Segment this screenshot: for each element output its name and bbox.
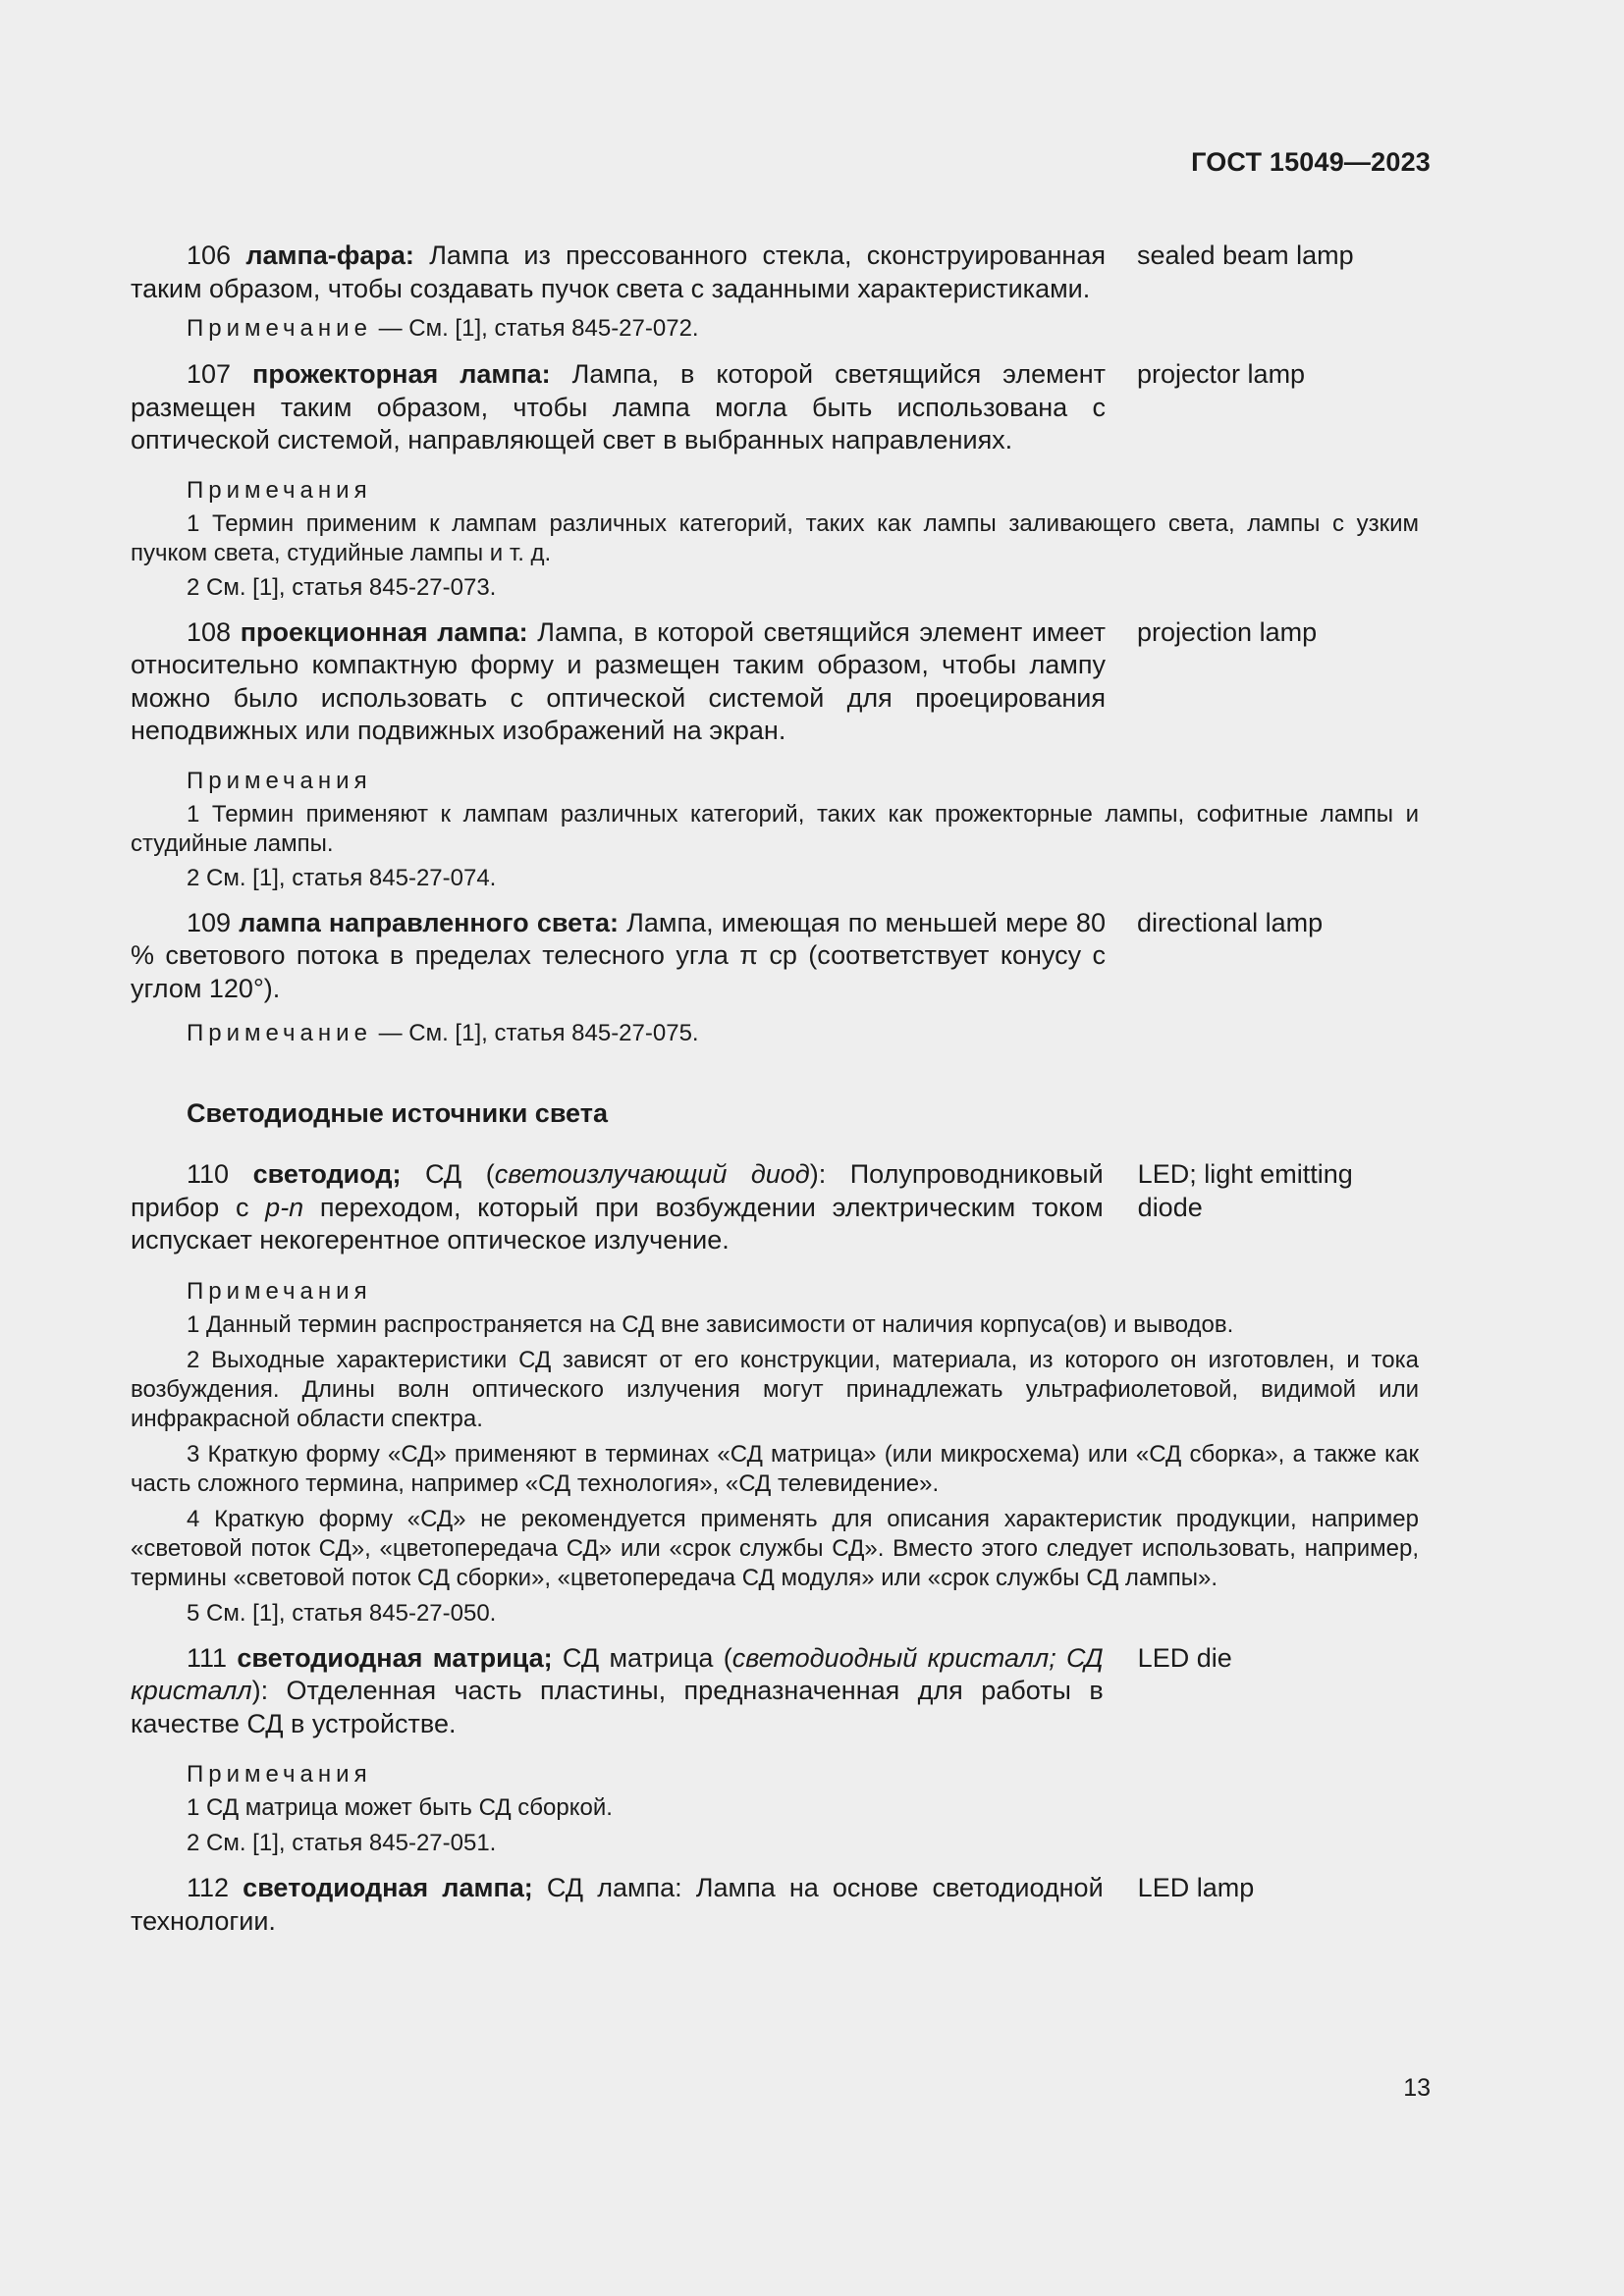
term-entry-110 (131, 1158, 1419, 1257)
note-text: — См. [1], статья 845-27-075. (371, 1020, 699, 1046)
term-definition (131, 907, 1106, 1006)
term-definition (131, 616, 1106, 748)
term-english: projection lamp (1137, 616, 1318, 647)
term-english: sealed beam lamp (1137, 240, 1354, 270)
note-label: Примечание (187, 315, 372, 342)
term-entry-106 (131, 240, 1419, 305)
note-item: 1 Термин применяют к лампам различных категорий, таких как прожекторные лампы, софитные лампы и студийные лампы. (131, 800, 1419, 857)
term-name: прожекторная лампа: (252, 359, 551, 389)
term-number: 111 (187, 1642, 228, 1673)
note (187, 1019, 1419, 1048)
term-name: лампа-фара: (245, 240, 414, 270)
note-label: Примечание (187, 1020, 372, 1046)
term-def: Лампа, в которой светящийся элемент имеет относительно компактную форму и размещен таким образом, чтобы лампу можно было использовать с оптической системой для проецирования неподвижных или подвижных изображений на экран. (131, 616, 1106, 745)
term-name: светодиодная лампа; (243, 1873, 533, 1902)
note-item: 4 Краткую форму «СД» не рекомендуется применять для описания характеристик продукции, например «световой поток СД», «цветопередача СД» или «срок службы СД». Вместо этого следует использовать, например, термины «световой поток СД сборки», «цветопередача СД модуля» или «срок службы СД лампы». (131, 1505, 1419, 1591)
term-def: ): Полупроводниковый прибор с (131, 1159, 1104, 1222)
page-content (131, 240, 1419, 1938)
term-number: 109 (187, 907, 232, 937)
section-title: Светодиодные источники света (187, 1098, 608, 1128)
term-name: проекционная лампа: (240, 616, 528, 647)
term-english: directional lamp (1137, 907, 1324, 937)
term-pn: p-n (265, 1192, 304, 1222)
term-entry-108 (131, 616, 1419, 748)
term-number: 106 (187, 240, 232, 270)
term-definition (131, 1872, 1104, 1938)
note-item: 2 См. [1], статья 845-27-074. (187, 864, 497, 891)
term-english: LED die (1137, 1642, 1232, 1673)
page-number: 13 (1403, 2074, 1431, 2102)
document-header: ГОСТ 15049—2023 (1191, 147, 1431, 177)
term-number: 112 (187, 1873, 230, 1902)
term-name: светодиодная матрица; (237, 1642, 553, 1673)
term-number: 110 (187, 1159, 230, 1189)
term-number: 107 (187, 359, 232, 389)
term-english: LED; light emitting diode (1137, 1159, 1353, 1222)
notes-label: Примечания (187, 1277, 372, 1305)
term-def: Лампа из прессованного стекла, сконструированная таким образом, чтобы создавать пучок света с заданными характеристиками. (131, 240, 1106, 303)
term-def: переходом, который при возбуждении электрическим током испускает некогерентное оптическое излучение. (131, 1192, 1104, 1255)
term-number: 108 (187, 616, 232, 647)
term-definition (131, 1158, 1104, 1257)
term-abbr: СД матрица ( (552, 1642, 732, 1673)
term-entry-109 (131, 907, 1419, 1006)
note-item: 1 Термин применим к лампам различных категорий, таких как лампы заливающего света, лампы с узким пучком света, студийные лампы и т. д. (131, 509, 1419, 566)
notes-label: Примечания (187, 1761, 372, 1788)
term-abbr: СД ( (401, 1159, 495, 1189)
term-def: СД лампа: Лампа на основе светодиодной технологии. (131, 1873, 1104, 1936)
note-item: 2 См. [1], статья 845-27-073. (187, 573, 497, 601)
term-entry-107 (131, 358, 1419, 457)
term-def: Лампа, в которой светящийся элемент размещен таким образом, чтобы лампа могла быть использована с оптической системой, направляющей свет в выбранных направлениях. (131, 359, 1106, 454)
note-item: 3 Краткую форму «СД» применяют в терминах «СД матрица» (или микросхема) или «СД сборка», а также как часть сложного термина, например «СД технология», «СД телевидение». (131, 1440, 1419, 1497)
note-item: 2 См. [1], статья 845-27-051. (187, 1830, 497, 1856)
term-name: светодиод; (252, 1159, 402, 1189)
notes-label: Примечания (187, 767, 372, 794)
term-synonym: светоизлучающий диод (494, 1159, 810, 1189)
note-item: 1 Данный термин распространяется на СД вне зависимости от наличия корпуса(ов) и выводов. (187, 1310, 1234, 1338)
term-definition (131, 240, 1106, 305)
term-name: лампа направленного света: (239, 907, 619, 937)
term-entry-111 (131, 1642, 1419, 1741)
term-english: projector lamp (1137, 359, 1306, 389)
note-item: 5 См. [1], статья 845-27-050. (187, 1599, 497, 1627)
term-def: Лампа, имеющая по меньшей мере 80 % светового потока в пределах телесного угла π ср (соответствует конусу с углом 120°). (131, 907, 1106, 1003)
term-def: ): Отделенная часть пластины, предназначенная для работы в качестве СД в устройстве. (131, 1676, 1104, 1738)
term-synonym: светодиодный кристалл; СД кристалл (131, 1642, 1104, 1705)
term-definition (131, 358, 1106, 457)
note-item: 1 СД матрица может быть СД сборкой. (187, 1794, 613, 1821)
term-entry-112 (131, 1872, 1419, 1938)
note-item: 2 Выходные характеристики СД зависят от его конструкции, материала, из которого он изготовлен, и тока возбуждения. Длины волн оптического излучения могут принадлежать ультрафиолетовой, видимой или инфракрасной области спектра. (131, 1346, 1419, 1432)
notes-label: Примечания (187, 476, 372, 504)
term-english: LED lamp (1137, 1873, 1255, 1902)
term-definition (131, 1642, 1104, 1741)
note (187, 314, 1419, 344)
note-text: — См. [1], статья 845-27-072. (371, 315, 699, 342)
